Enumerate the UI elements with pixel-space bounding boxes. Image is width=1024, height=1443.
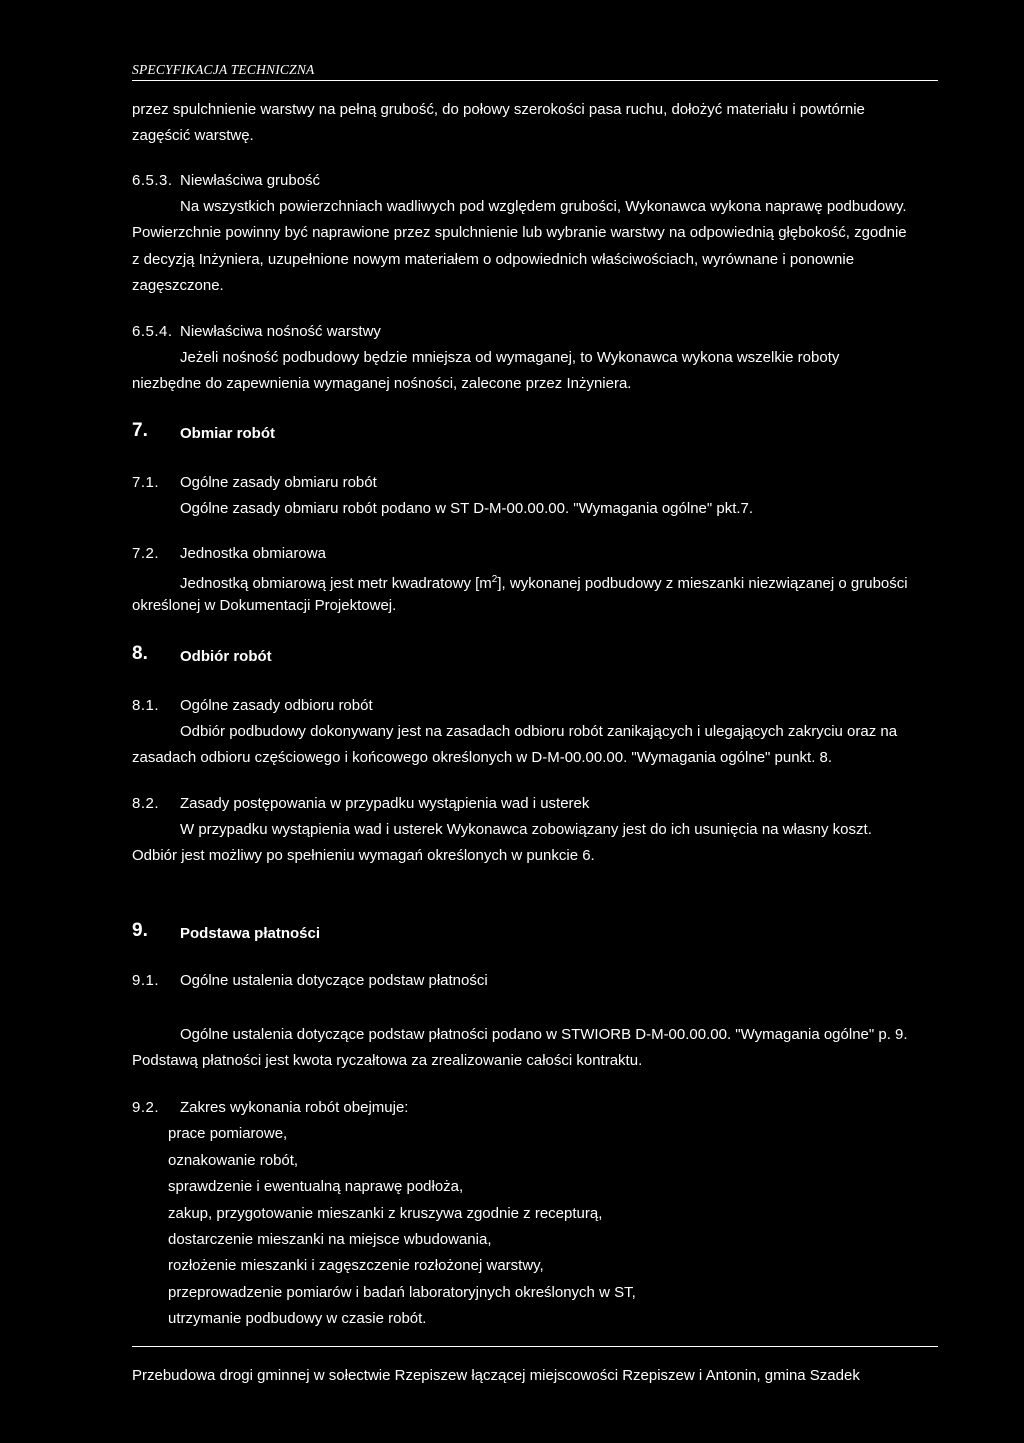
- chapter-number: 8.: [132, 643, 148, 664]
- document-footer: Przebudowa drogi gminnej w sołectwie Rzepiszew łączącej miejscowości Rzepiszew i Antonin, gmina Szadek: [132, 1367, 860, 1384]
- paragraph-line: W przypadku wystąpienia wad i usterek Wykonawca zobowiązany jest do ich usunięcia na własny koszt.: [180, 821, 872, 838]
- paragraph-line: Jeżeli nośność podbudowy będzie mniejsza od wymaganej, to Wykonawca wykona wszelkie roboty: [180, 349, 840, 366]
- chapter-number: 7.: [132, 420, 148, 441]
- paragraph-line: Powierzchnie powinny być naprawione przez spulchnienie lub wybranie warstwy na odpowiednią głębokość, zgodnie: [132, 224, 907, 241]
- text-span: Jednostką obmiarową jest metr kwadratowy [m: [180, 575, 492, 592]
- paragraph-line: [180, 571, 908, 593]
- section-number: 8.1.: [132, 697, 160, 714]
- paragraph-line: niezbędne do zapewnienia wymaganej nośności, zalecone przez Inżyniera.: [132, 375, 632, 392]
- section-number: 9.1.: [132, 972, 160, 989]
- paragraph-line: Odbiór podbudowy dokonywany jest na zasadach odbioru robót zanikających i ulegających zakryciu oraz na: [180, 723, 898, 740]
- section-title: Niewłaściwa nośność warstwy: [180, 323, 381, 340]
- section-title: Ogólne ustalenia dotyczące podstaw płatności: [180, 972, 488, 989]
- superscript: 2: [491, 574, 498, 585]
- document-header: SPECYFIKACJA TECHNICZNA: [132, 62, 315, 77]
- paragraph-line: Ogólne ustalenia dotyczące podstaw płatności podano w STWIORB D-M-00.00.00. "Wymagania ogólne" p. 9.: [180, 1026, 908, 1043]
- paragraph-line: zagęścić warstwę.: [132, 127, 254, 144]
- section-number: 6.5.4.: [132, 323, 173, 340]
- text-span: ], wykonanej podbudowy z mieszanki niezwiązanej o grubości: [497, 575, 908, 592]
- list-item: przeprowadzenie pomiarów i badań laboratoryjnych określonych w ST,: [168, 1284, 636, 1301]
- paragraph-line: zagęszczone.: [132, 277, 224, 294]
- section-title: Niewłaściwa grubość: [180, 172, 321, 189]
- section-number: 7.1.: [132, 474, 160, 491]
- section-title: Ogólne zasady obmiaru robót: [180, 474, 377, 491]
- section-title: Zasady postępowania w przypadku wystąpienia wad i usterek: [180, 795, 590, 812]
- paragraph-line: Ogólne zasady obmiaru robót podano w ST D-M-00.00.00. "Wymagania ogólne" pkt.7.: [180, 500, 754, 517]
- section-title: Zakres wykonania robót obejmuje:: [180, 1099, 409, 1116]
- chapter-title: Odbiór robót: [180, 648, 272, 665]
- section-title: Jednostka obmiarowa: [180, 545, 326, 562]
- list-item: rozłożenie mieszanki i zagęszczenie rozłożonej warstwy,: [168, 1257, 544, 1274]
- paragraph-line: z decyzją Inżyniera, uzupełnione nowym materiałem o odpowiednich właściwościach, wyrównane i ponownie: [132, 251, 855, 268]
- section-title: Ogólne zasady odbioru robót: [180, 697, 373, 714]
- paragraph-line: zasadach odbioru częściowego i końcowego określonych w D-M-00.00.00. "Wymagania ogólne" punkt. 8.: [132, 749, 833, 766]
- chapter-title: Podstawa płatności: [180, 925, 321, 942]
- paragraph-line: przez spulchnienie warstwy na pełną grubość, do połowy szerokości pasa ruchu, dołożyć materiału i powtórnie: [132, 101, 865, 118]
- paragraph-line: Odbiór jest możliwy po spełnieniu wymagań określonych w punkcie 6.: [132, 847, 595, 864]
- list-item: prace pomiarowe,: [168, 1125, 288, 1142]
- chapter-title: Obmiar robót: [180, 425, 276, 442]
- chapter-number: 9.: [132, 920, 148, 941]
- list-item: sprawdzenie i ewentualną naprawę podłoża,: [168, 1178, 464, 1195]
- list-item: dostarczenie mieszanki na miejsce wbudowania,: [168, 1231, 492, 1248]
- section-number: 7.2.: [132, 545, 160, 562]
- footer-rule: [132, 1346, 938, 1347]
- list-item: zakup, przygotowanie mieszanki z kruszywa zgodnie z recepturą,: [168, 1205, 603, 1222]
- header-rule: [132, 80, 938, 81]
- list-item: oznakowanie robót,: [168, 1152, 299, 1169]
- paragraph-line: określonej w Dokumentacji Projektowej.: [132, 597, 397, 614]
- list-item: utrzymanie podbudowy w czasie robót.: [168, 1310, 427, 1327]
- paragraph-line: Na wszystkich powierzchniach wadliwych pod względem grubości, Wykonawca wykona naprawę podbudowy.: [180, 198, 907, 215]
- paragraph-line: Podstawą płatności jest kwota ryczałtowa za zrealizowanie całości kontraktu.: [132, 1052, 643, 1069]
- section-number: 9.2.: [132, 1099, 160, 1116]
- section-number: 8.2.: [132, 795, 160, 812]
- section-number: 6.5.3.: [132, 172, 173, 189]
